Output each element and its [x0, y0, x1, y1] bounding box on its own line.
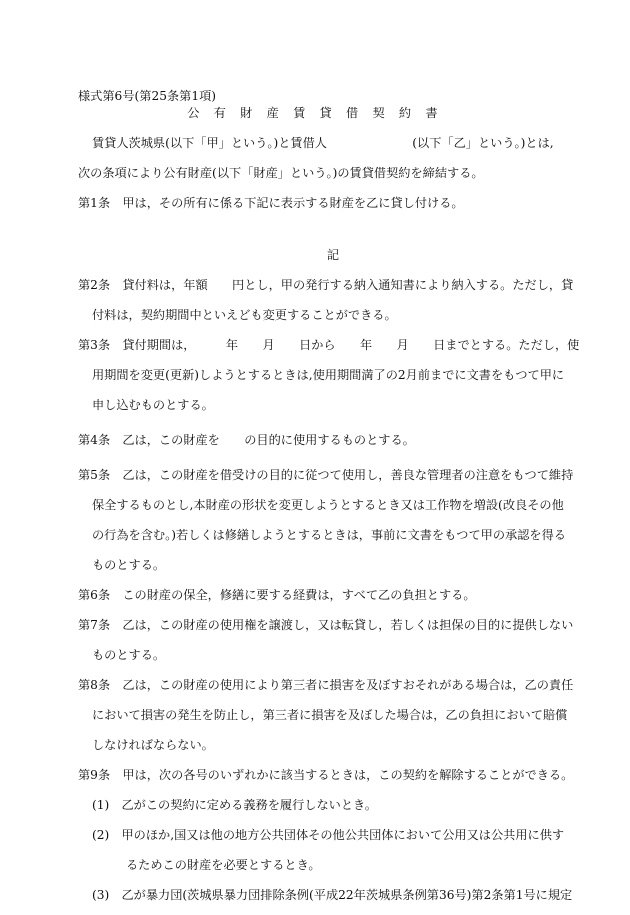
article-8-line-3: しなければならない。 — [92, 738, 214, 752]
article-5-line-2: 保全するものとし,本財産の形状を変更しようとするとき又は工作物を増設(改良その他 — [92, 498, 564, 512]
article-8-line-1: 第8条 乙は，この財産の使用により第三者に損害を及ぼすおそれがある場合は，乙の責任 — [78, 678, 574, 692]
article-1: 第1条 甲は，その所有に係る下記に表示する財産を乙に貸し付ける。 — [78, 196, 464, 210]
form-number: 様式第6号(第25条第1項) — [78, 89, 217, 103]
preamble-line-1: 賃貸人茨城県(以下「甲」という。)と賃借人 (以下「乙」という。)とは, — [92, 136, 554, 150]
article-5-line-3: の行為を含む。)若しくは修繕しようとするときは，事前に文書をもつて甲の承認を得る — [92, 528, 566, 542]
article-6: 第6条 この財産の保全，修繕に要する経費は，すべて乙の負担とする。 — [78, 588, 476, 602]
article-3-line-2: 用期間を変更(更新)しようとするときは,使用期間満了の2月前までに文書をもつて甲に — [92, 368, 565, 382]
document-title: 公 有 財 産 賃 貸 借 契 約 書 — [187, 106, 443, 120]
article-5-line-1: 第5条 乙は，この財産を借受けの目的に従つて使用し，善良な管理者の注意をもつて維持 — [78, 468, 574, 482]
article-9-item-3-line-1: (3) 乙が暴力団(茨城県暴力団排除条例(平成22年茨城県条例第36号)第2条第1号に規定 — [92, 888, 573, 902]
article-4: 第4条 乙は，この財産を の目的に使用するものとする。 — [78, 433, 415, 447]
article-9: 第9条 甲は，次の各号のいずれかに該当するときは，この契約を解除することができる。 — [78, 768, 574, 782]
article-9-item-2-line-2: るためこの財産を必要とするとき。 — [126, 858, 321, 872]
preamble-line-2: 次の条項により公有財産(以下「財産」という。)の賃貸借契約を締結する。 — [78, 166, 484, 180]
article-5-line-4: ものとする。 — [92, 558, 166, 572]
article-3-line-3: 申し込むものとする。 — [92, 398, 214, 412]
article-9-item-2-line-1: (2) 甲のほか,国又は他の地方公共団体その他公共団体において公用又は公共用に供す — [92, 828, 565, 842]
article-9-item-1: (1) 乙がこの契約に定める義務を履行しないとき。 — [92, 798, 377, 812]
article-7-line-2: ものとする。 — [92, 648, 166, 662]
article-2-line-1: 第2条 貸付料は，年額 円とし，甲の発行する納入通知書により納入する。ただし，貸 — [78, 278, 574, 292]
article-8-line-2: において損害の発生を防止し，第三者に損害を及ぼした場合は，乙の負担において賠償 — [92, 708, 568, 722]
record-mark: 記 — [326, 248, 340, 262]
article-3-line-1: 第3条 貸付期間は， 年 月 日から 年 月 日までとする。ただし，使 — [78, 338, 580, 352]
article-7-line-1: 第7条 乙は，この財産の使用権を譲渡し，又は転貸し，若しくは担保の目的に提供しない — [78, 618, 574, 632]
article-2-line-2: 付料は，契約期間中といえども変更することができる。 — [92, 308, 397, 322]
